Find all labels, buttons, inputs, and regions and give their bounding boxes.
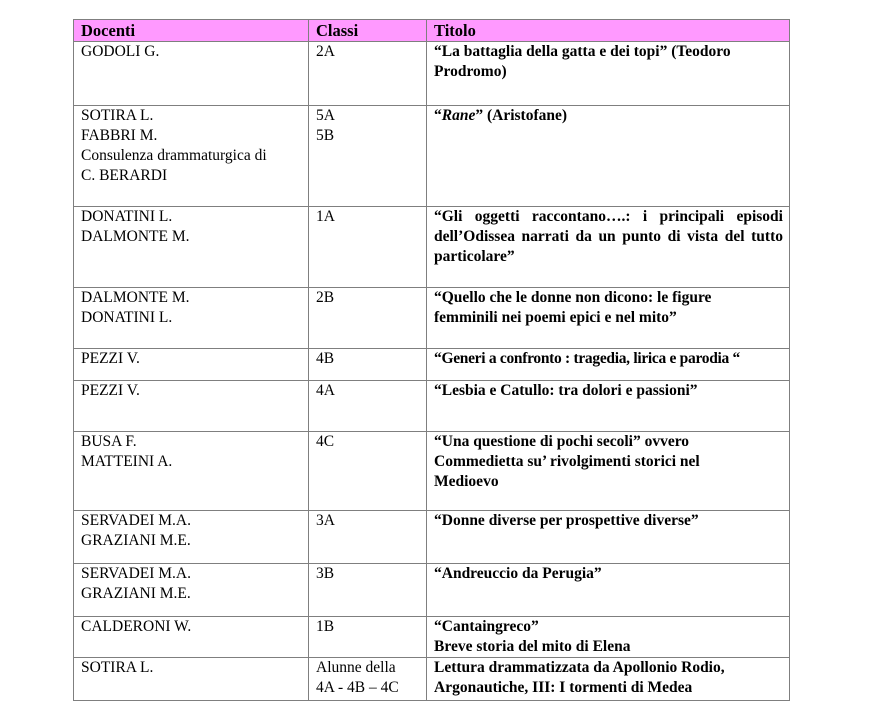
class-label: 2B bbox=[316, 289, 335, 306]
title-line bbox=[434, 106, 783, 126]
projects-table bbox=[73, 19, 790, 701]
teacher-note: Consulenza drammaturgica di bbox=[81, 147, 267, 164]
title-line: Medioevo bbox=[434, 473, 499, 490]
class-label: 4C bbox=[316, 433, 335, 450]
teacher-name: DONATINI L. bbox=[81, 309, 173, 326]
title-line: “Donne diverse per prospettive diverse” bbox=[434, 512, 699, 529]
teacher-name: FABBRI M. bbox=[81, 127, 158, 144]
class-label: Alunne della bbox=[316, 659, 396, 676]
table-row bbox=[74, 617, 790, 658]
cell-classi bbox=[309, 617, 427, 658]
table-row bbox=[74, 432, 790, 511]
class-label: 5A bbox=[316, 107, 335, 124]
cell-classi bbox=[309, 207, 427, 288]
header-titolo: Titolo bbox=[427, 20, 790, 42]
header-docenti: Docenti bbox=[74, 20, 309, 42]
teacher-name: SOTIRA L. bbox=[81, 659, 154, 676]
cell-docenti bbox=[74, 617, 309, 658]
table-header-row bbox=[74, 20, 790, 42]
title-line: “Andreuccio da Perugia” bbox=[434, 565, 602, 582]
title-line: Breve storia del mito di Elena bbox=[434, 638, 631, 655]
class-label: 4A bbox=[316, 382, 335, 399]
teacher-name: DALMONTE M. bbox=[81, 228, 190, 245]
teacher-name: GODOLI G. bbox=[81, 43, 160, 60]
cell-classi bbox=[309, 349, 427, 381]
cell-docenti bbox=[74, 349, 309, 381]
teacher-name: DALMONTE M. bbox=[81, 289, 190, 306]
cell-docenti bbox=[74, 106, 309, 207]
cell-docenti bbox=[74, 658, 309, 701]
cell-titolo bbox=[427, 511, 790, 564]
table-row bbox=[74, 42, 790, 106]
teacher-name: BUSA F. bbox=[81, 433, 137, 450]
cell-docenti bbox=[74, 288, 309, 349]
cell-titolo bbox=[427, 617, 790, 658]
cell-docenti bbox=[74, 381, 309, 432]
cell-docenti bbox=[74, 432, 309, 511]
cell-titolo bbox=[427, 106, 790, 207]
title-open-quote: “ bbox=[434, 107, 442, 124]
class-label: 4A - 4B – 4C bbox=[316, 679, 399, 696]
table-row bbox=[74, 511, 790, 564]
cell-classi bbox=[309, 288, 427, 349]
title-text: “Gli oggetti raccontano….: i principali episodi dell’Odissea narrati da un punto di vista del tutto particolare” bbox=[434, 208, 783, 265]
title-line: Argonautiche, III: I tormenti di Medea bbox=[434, 679, 693, 696]
title-rest: ” (Aristofane) bbox=[475, 107, 568, 124]
title-line: Commedietta su’ rivolgimenti storici nel bbox=[434, 453, 700, 470]
title-line: “Cantaingreco” bbox=[434, 618, 539, 635]
cell-classi bbox=[309, 658, 427, 701]
teacher-name: SOTIRA L. bbox=[81, 107, 154, 124]
cell-titolo bbox=[427, 658, 790, 701]
cell-docenti bbox=[74, 511, 309, 564]
cell-titolo bbox=[427, 432, 790, 511]
teacher-name: CALDERONI W. bbox=[81, 618, 192, 635]
class-label: 4B bbox=[316, 350, 335, 367]
teacher-name: PEZZI V. bbox=[81, 382, 140, 399]
teacher-name: SERVADEI M.A. bbox=[81, 565, 191, 582]
cell-docenti bbox=[74, 564, 309, 617]
class-label: 1B bbox=[316, 618, 335, 635]
cell-classi bbox=[309, 42, 427, 106]
class-label: 3A bbox=[316, 512, 335, 529]
teacher-name: MATTEINI A. bbox=[81, 453, 173, 470]
cell-classi bbox=[309, 381, 427, 432]
cell-titolo bbox=[427, 564, 790, 617]
title-line: “Una questione di pochi secoli” ovvero bbox=[434, 433, 690, 450]
teacher-name: SERVADEI M.A. bbox=[81, 512, 191, 529]
table-row bbox=[74, 207, 790, 288]
teacher-name: PEZZI V. bbox=[81, 350, 140, 367]
teacher-name: C. BERARDI bbox=[81, 167, 168, 184]
title-line: Prodromo) bbox=[434, 63, 507, 80]
teacher-name: GRAZIANI M.E. bbox=[81, 532, 191, 549]
table-row bbox=[74, 349, 790, 381]
table-row bbox=[74, 658, 790, 701]
table-row bbox=[74, 381, 790, 432]
cell-titolo bbox=[427, 381, 790, 432]
cell-classi bbox=[309, 432, 427, 511]
table-row bbox=[74, 106, 790, 207]
class-label: 5B bbox=[316, 127, 335, 144]
header-classi: Classi bbox=[309, 20, 427, 42]
cell-docenti bbox=[74, 207, 309, 288]
cell-titolo bbox=[427, 42, 790, 106]
title-line: “Lesbia e Catullo: tra dolori e passioni” bbox=[434, 382, 698, 399]
cell-titolo bbox=[427, 349, 790, 381]
title-line: Lettura drammatizzata da Apollonio Rodio, bbox=[434, 659, 725, 676]
class-label: 2A bbox=[316, 43, 335, 60]
title-line: “Generi a confronto : tragedia, lirica e parodia “ bbox=[434, 350, 741, 367]
cell-titolo bbox=[427, 207, 790, 288]
teacher-name: DONATINI L. bbox=[81, 208, 173, 225]
class-label: 1A bbox=[316, 208, 335, 225]
cell-classi bbox=[309, 564, 427, 617]
class-label: 3B bbox=[316, 565, 335, 582]
cell-classi bbox=[309, 511, 427, 564]
title-line: “Quello che le donne non dicono: le figure bbox=[434, 289, 712, 306]
table-row bbox=[74, 288, 790, 349]
teacher-name: GRAZIANI M.E. bbox=[81, 585, 191, 602]
title-italic: Rane bbox=[441, 107, 476, 124]
cell-classi bbox=[309, 106, 427, 207]
title-line: “La battaglia della gatta e dei topi” (Teodoro bbox=[434, 43, 731, 60]
title-line: femminili nei poemi epici e nel mito” bbox=[434, 309, 677, 326]
cell-docenti bbox=[74, 42, 309, 106]
table-row bbox=[74, 564, 790, 617]
cell-titolo bbox=[427, 288, 790, 349]
